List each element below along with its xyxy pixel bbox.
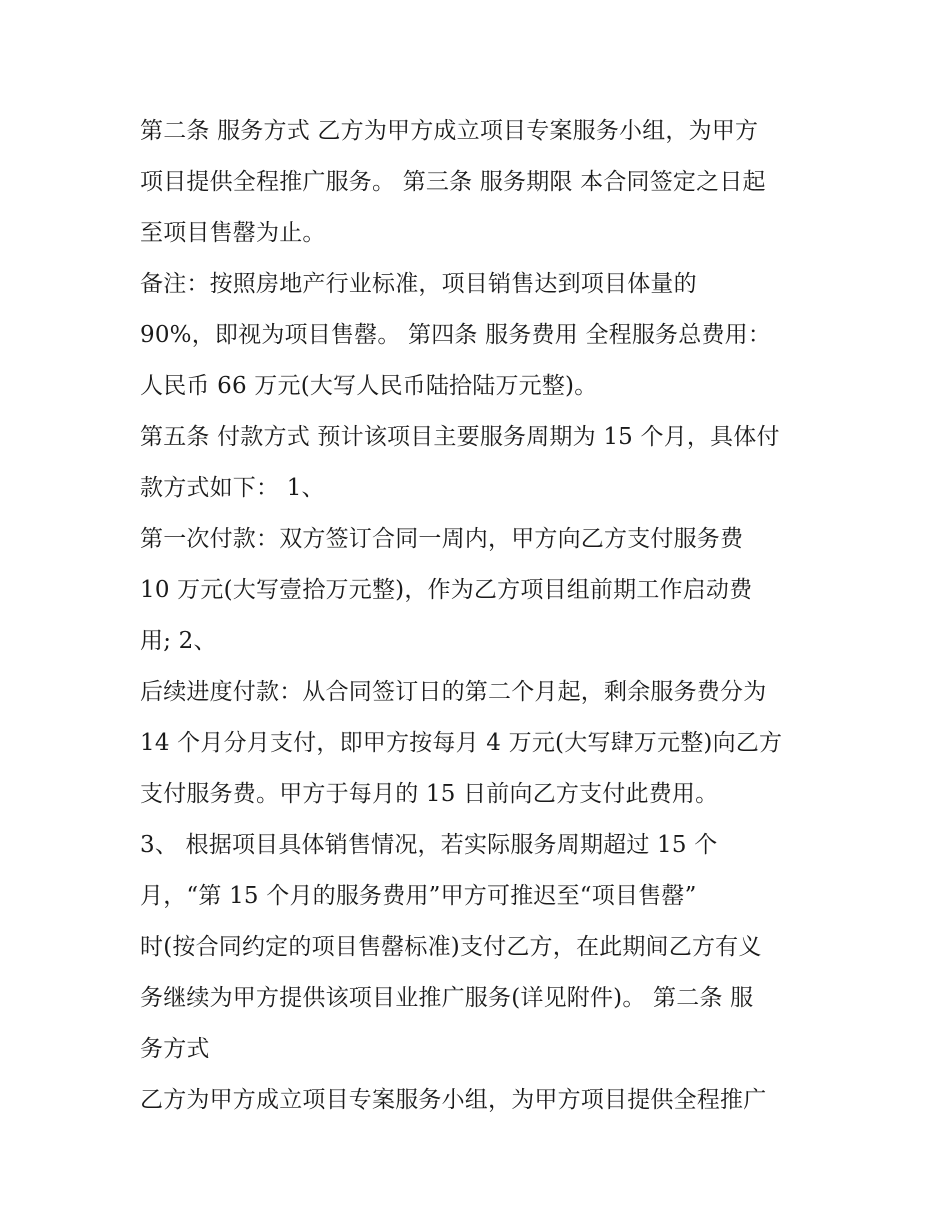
text-line: 乙方为甲方成立项目专案服务小组，为甲方项目提供全程推广 (140, 1087, 767, 1113)
text-line: 第五条 付款方式 预计该项目主要服务周期为 15 个月，具体付 (140, 424, 780, 450)
text-line: 10 万元(大写壹拾万元整)，作为乙方项目组前期工作启动费 (140, 577, 753, 603)
text-line: 务方式 (140, 1036, 210, 1062)
text-line: 90%，即视为项目售罄。 第四条 服务费用 全程服务总费用： (140, 322, 772, 348)
text-line: 款方式如下： 1、 (140, 475, 325, 501)
text-line: 项目提供全程推广服务。 第三条 服务期限 本合同签定之日起 (140, 169, 766, 195)
text-line: 至项目售罄为止。 (140, 220, 326, 246)
text-line: 支付服务费。甲方于每月的 15 日前向乙方支付此费用。 (140, 781, 719, 807)
contract-text (140, 106, 830, 1126)
text-line: 备注：按照房地产行业标准，项目销售达到项目体量的 (140, 271, 697, 297)
text-line: 3、 根据项目具体销售情况，若实际服务周期超过 15 个 (140, 832, 718, 858)
text-line: 第二条 服务方式 乙方为甲方成立项目专案服务小组，为甲方 (140, 118, 759, 144)
text-line: 用; 2、 (140, 628, 217, 654)
text-line: 第一次付款：双方签订合同一周内，甲方向乙方支付服务费 (140, 526, 744, 552)
text-line: 月，“第 15 个月的服务费用”甲方可推迟至“项目售罄” (140, 883, 697, 909)
text-line: 时(按合同约定的项目售罄标准)支付乙方，在此期间乙方有义 (140, 934, 762, 960)
text-line: 后续进度付款：从合同签订日的第二个月起，剩余服务费分为 (140, 679, 767, 705)
text-line: 人民币 66 万元(大写人民币陆拾陆万元整)。 (140, 373, 598, 399)
text-line: 务继续为甲方提供该项目业推广服务(详见附件)。 第二条 服 (140, 985, 754, 1011)
text-line: 14 个月分月支付，即甲方按每月 4 万元(大写肆万元整)向乙方 (140, 730, 783, 756)
